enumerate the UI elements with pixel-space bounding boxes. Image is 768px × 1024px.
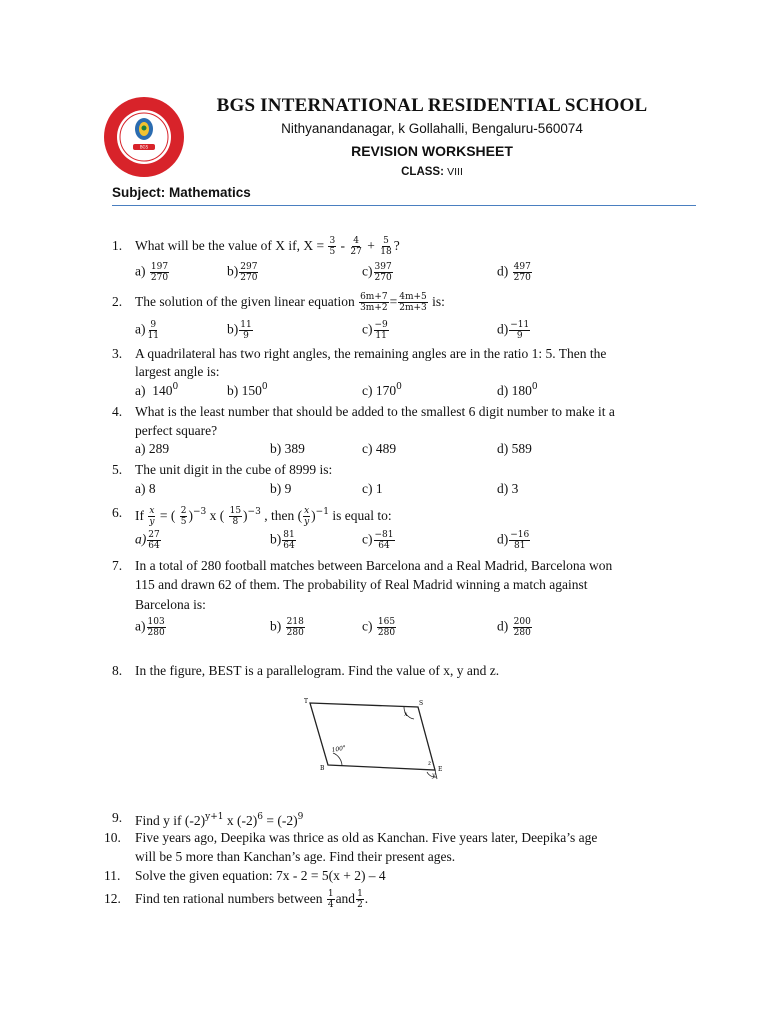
q4-option-a: a) 289 [135,441,170,456]
q7-option-c: c) $\frac{165}{280}$ [362,617,396,638]
q4-option-c: c) 489 [362,441,397,456]
q1-option-a: a) $\frac{197}{270}$ [135,262,169,283]
q5-option-a: a) 8 [135,481,156,496]
q6-option-b: b) $\frac{81}{64}$ [270,530,295,551]
q6-option-c: c) $\frac{-81}{64}$ [362,530,394,551]
q7-option-a: a) $\frac{103}{280}$ [135,617,165,638]
q5-option-d: d) 3 [497,481,519,496]
label-y: y [432,772,436,779]
q1-option-d: d) $\frac{497}{270}$ [497,262,531,283]
q4-option-b: b) 389 [270,441,305,456]
label-e: E [438,766,443,773]
parallelogram-figure [290,695,460,795]
label-x: x [404,711,408,718]
q3-option-d: d) $180^0$ [497,382,538,398]
q2-option-a: a) $\frac{9}{11}$ [135,320,159,341]
subject-heading: Subject: Mathematics [112,185,251,200]
label-z: z [428,760,432,767]
svg-text:BGS: BGS [139,144,149,150]
q7-option-d: d) $\frac{200}{280}$ [497,617,531,638]
q3-option-b: b) $150^0$ [227,382,268,398]
q6-option-a: a) $\frac{27}{64}$ [135,530,160,551]
header-divider [112,205,696,206]
q3-option-a: a) $140^0$ [135,382,179,398]
label-b: B [320,765,325,772]
label-angle: 100° [331,744,347,754]
label-s: S [419,700,424,707]
class-label: CLASS: [401,166,444,178]
q2-option-d: d) $\frac{-11}{9}$ [497,320,530,341]
q6-option-d: d) $\frac{-16}{81}$ [497,530,530,551]
q2-option-c: c) $\frac{-9}{11}$ [362,320,388,341]
angle-arc-b [333,753,342,766]
school-name: BGS INTERNATIONAL RESIDENTIAL SCHOOL [216,95,648,116]
q2-option-b: b) $\frac{11}{9}$ [227,320,252,341]
q5-option-b: b) 9 [270,481,292,496]
parallelogram-best [310,703,435,770]
q3-option-c: c) $170^0$ [362,382,402,398]
label-t: T [304,698,309,705]
worksheet-title: REVISION WORKSHEET [351,143,513,159]
q5-option-c: c) 1 [362,481,383,496]
class-line [0,166,768,178]
q1-option-b: b) $\frac{297}{270}$ [227,262,258,283]
class-value: VIII [447,166,463,178]
q1-option-c: c) $\frac{397}{270}$ [362,262,392,283]
q7-option-b: b) $\frac{218}{280}$ [270,617,304,638]
q4-option-d: d) 589 [497,441,532,456]
school-address: Nithyanandanagar, k Gollahalli, Bengaluru-560074 [281,121,583,136]
